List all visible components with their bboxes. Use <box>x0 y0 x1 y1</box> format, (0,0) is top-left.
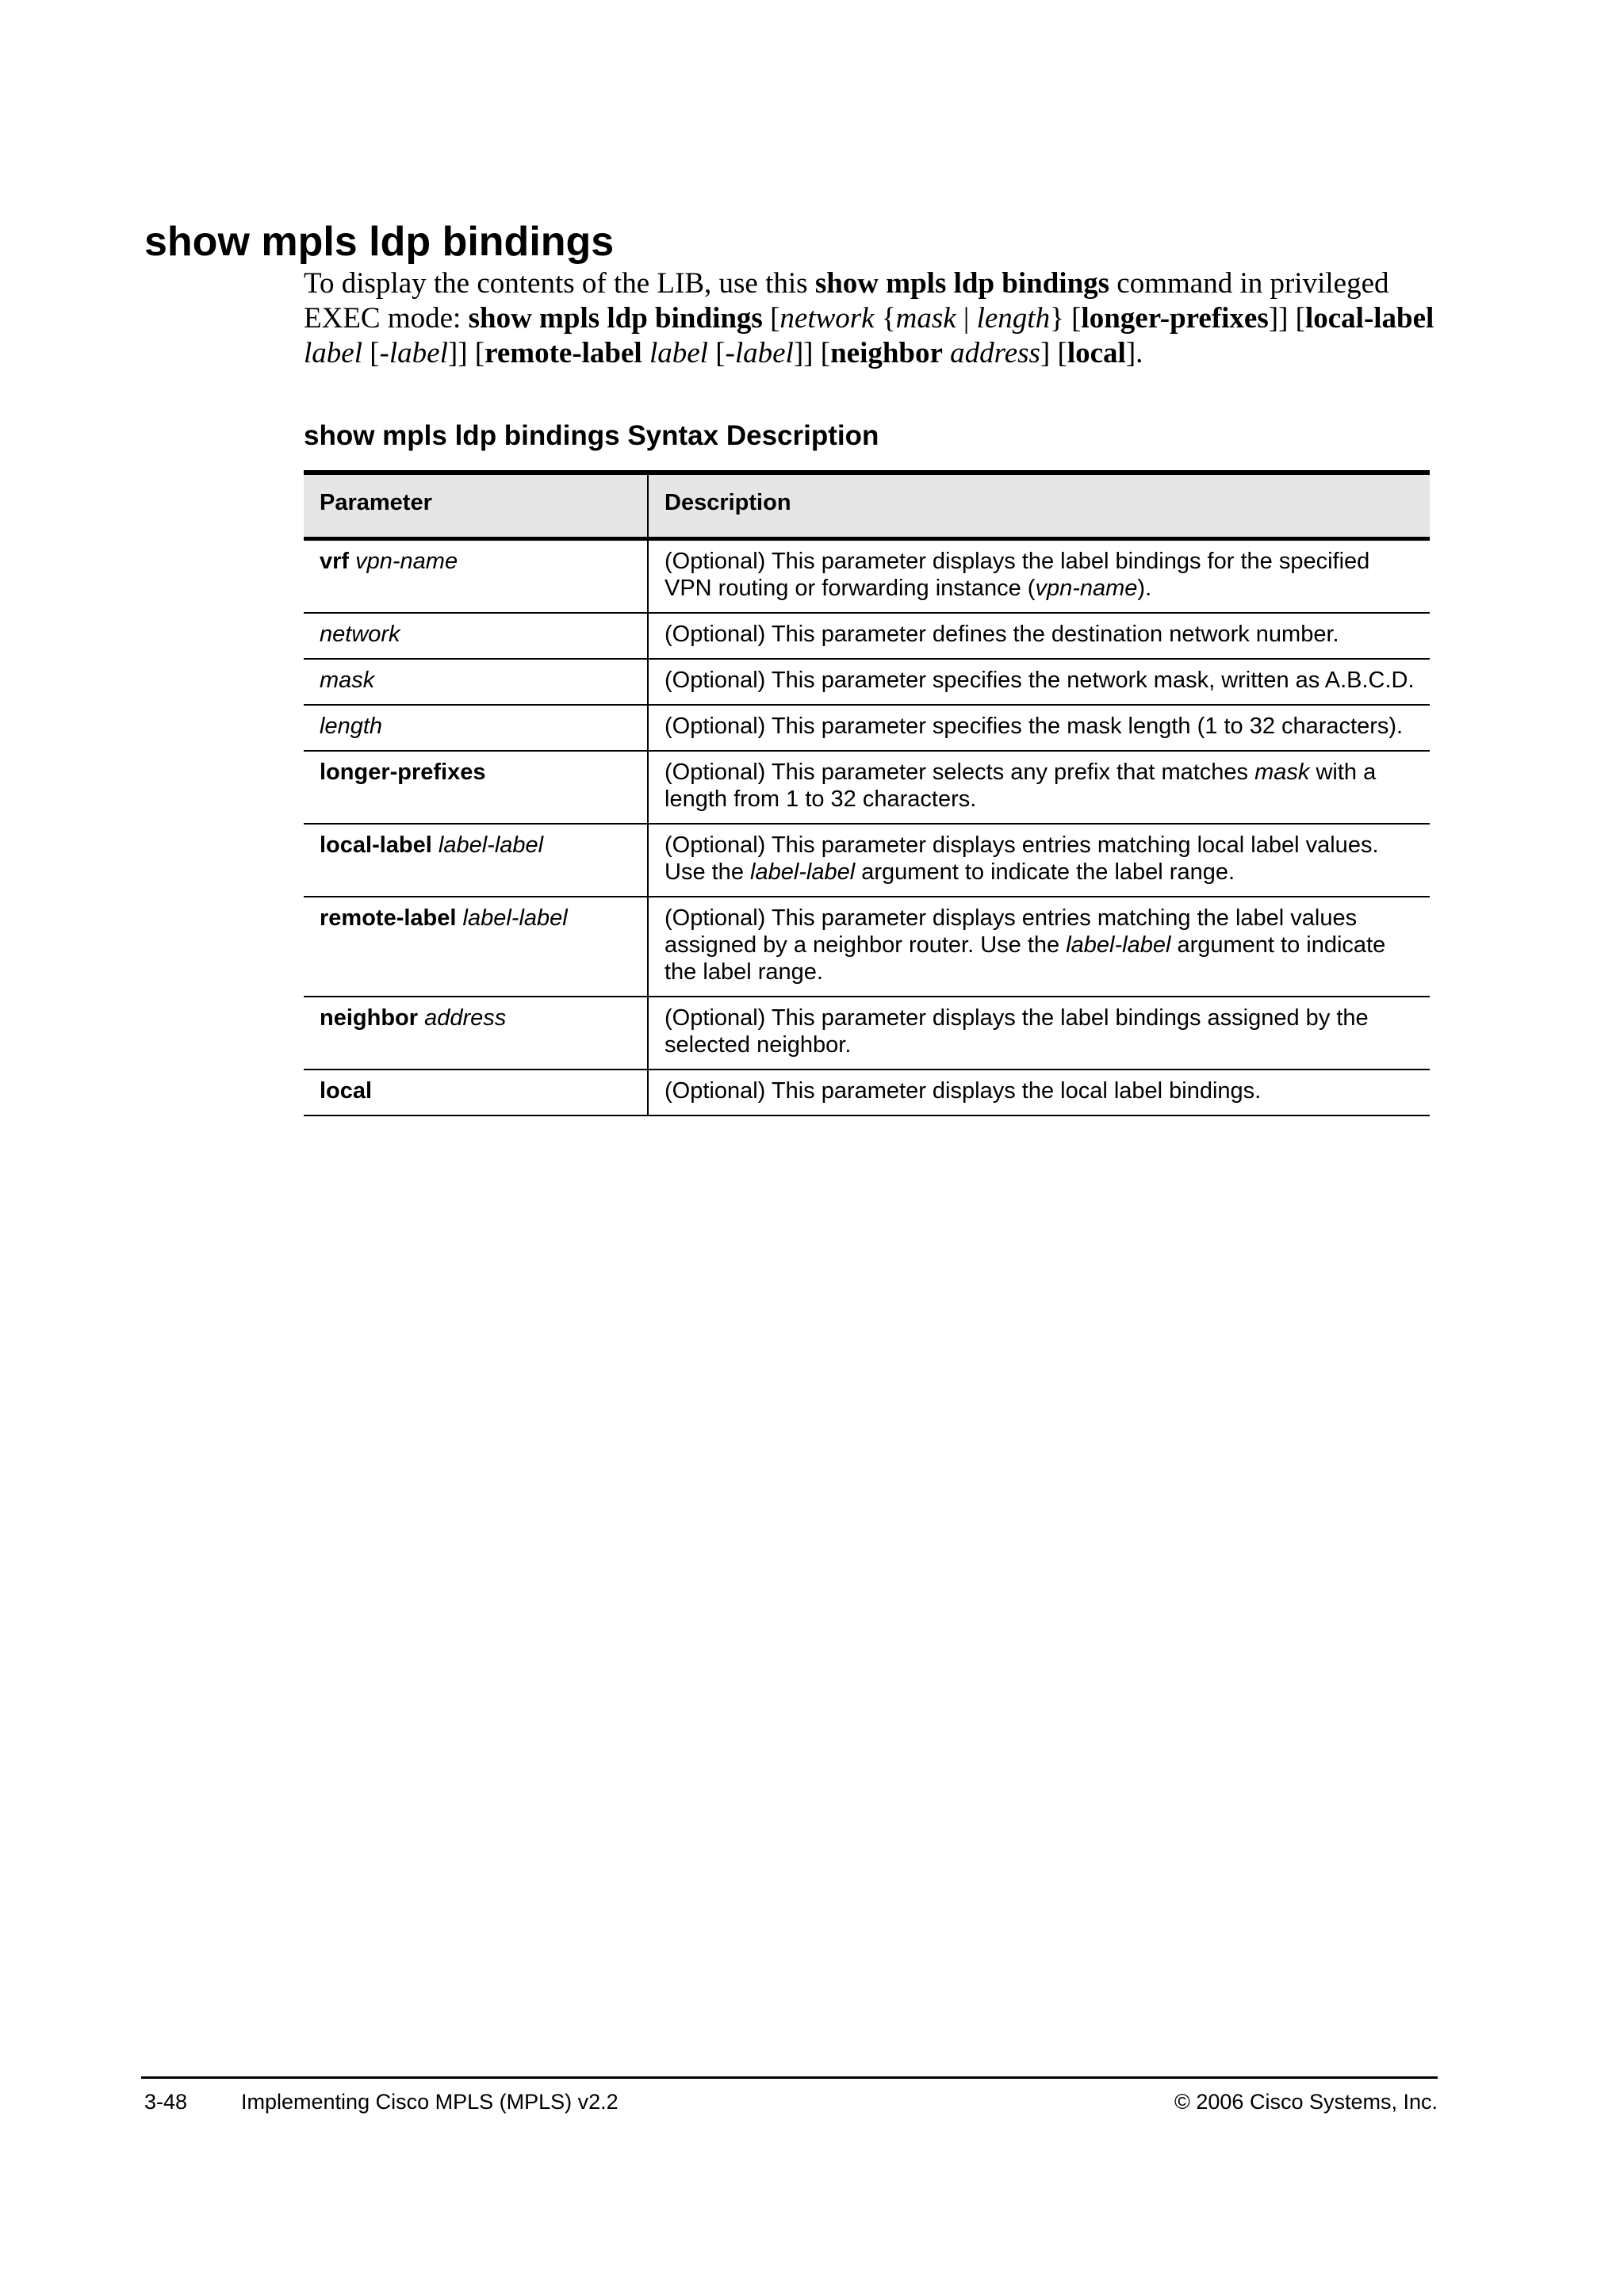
description-text: (Optional) This parameter defines the destination network number. <box>665 622 1339 647</box>
description-text: ). <box>1137 576 1152 601</box>
description-text: (Optional) This parameter displays the local label bindings. <box>665 1078 1262 1104</box>
description-text: argument to indicate the label range. <box>855 859 1235 885</box>
intro-text: [- <box>362 337 389 369</box>
description-text: argument to indicate the label range. <box>665 932 1386 985</box>
parameter-cell <box>304 897 648 997</box>
intro-argument: label <box>389 337 448 369</box>
intro-argument: length <box>976 302 1051 335</box>
intro-command: show mpls ldp bindings <box>468 302 763 335</box>
intro-text: [ <box>762 302 780 335</box>
table-row <box>304 997 1430 1070</box>
intro-keyword: local-label <box>1304 302 1434 335</box>
parameter-cell <box>304 751 648 824</box>
intro-keyword: remote-label <box>485 337 642 369</box>
intro-argument: mask <box>895 302 956 335</box>
parameter-cell <box>304 1070 648 1115</box>
description-cell <box>648 997 1430 1070</box>
intro-argument: address <box>950 337 1040 369</box>
parameter-cell <box>304 659 648 705</box>
parameter-cell <box>304 613 648 659</box>
intro-text: To display the contents of the LIB, use this <box>304 267 815 300</box>
intro-keyword: longer-prefixes <box>1081 302 1269 335</box>
parameter-separator <box>349 549 355 574</box>
footer-divider <box>141 2076 1438 2079</box>
intro-argument: label <box>734 337 794 369</box>
syntax-description-table <box>304 470 1430 1116</box>
parameter-cell <box>304 539 648 614</box>
description-text: (Optional) This parameter specifies the mask length (1 to 32 characters). <box>665 714 1404 739</box>
column-header-description: Description <box>665 490 791 515</box>
parameter-separator <box>432 832 439 858</box>
intro-text: [- <box>707 337 735 369</box>
description-text: with a length from 1 to 32 characters. <box>665 760 1377 812</box>
description-text: (Optional) This parameter displays entries matching local label values. Use the <box>665 832 1379 885</box>
description-argument: label-label <box>1066 932 1171 958</box>
parameter-argument: mask <box>320 668 375 693</box>
description-cell <box>648 705 1430 751</box>
table-row <box>304 824 1430 897</box>
table-row <box>304 539 1430 614</box>
description-argument: mask <box>1254 760 1310 785</box>
description-cell <box>648 659 1430 705</box>
description-cell <box>648 897 1430 997</box>
description-cell <box>648 613 1430 659</box>
intro-keyword: local <box>1067 337 1126 369</box>
table-row <box>304 705 1430 751</box>
parameter-argument: length <box>320 714 383 739</box>
intro-text <box>943 337 950 369</box>
intro-text <box>642 337 649 369</box>
parameter-keyword: vrf <box>320 549 350 574</box>
intro-text: | <box>956 302 977 335</box>
description-text: (Optional) This parameter displays entries matching the label values assigned by a neighbor router. Use the <box>665 905 1358 958</box>
parameter-argument: vpn-name <box>355 549 458 574</box>
table-row <box>304 613 1430 659</box>
intro-argument: label <box>304 337 362 369</box>
intro-argument: label <box>649 337 708 369</box>
description-text: (Optional) This parameter displays the label bindings for the specified VPN routing or forwarding instance ( <box>665 549 1370 601</box>
intro-text: ]] [ <box>1268 302 1305 335</box>
intro-text: ]] [ <box>447 337 485 369</box>
intro-text: ]. <box>1125 337 1143 369</box>
parameter-separator <box>418 1005 424 1031</box>
table-row <box>304 897 1430 997</box>
intro-text: ]] [ <box>793 337 831 369</box>
table-header-row <box>304 473 1430 539</box>
intro-paragraph <box>304 266 1446 371</box>
page-title: show mpls ldp bindings <box>144 219 615 265</box>
parameter-argument: address <box>424 1005 507 1031</box>
parameter-keyword: remote-label <box>320 905 457 931</box>
footer-course-title: Implementing Cisco MPLS (MPLS) v2.2 <box>241 2090 619 2114</box>
description-cell <box>648 1070 1430 1115</box>
parameter-keyword: local-label <box>320 832 432 858</box>
description-argument: label-label <box>750 859 856 885</box>
description-text: (Optional) This parameter specifies the network mask, written as A.B.C.D. <box>665 668 1415 693</box>
parameter-separator <box>456 905 462 931</box>
description-text: (Optional) This parameter selects any prefix that matches <box>665 760 1255 785</box>
intro-text: ] [ <box>1040 337 1067 369</box>
footer-copyright: © 2006 Cisco Systems, Inc. <box>1174 2090 1438 2114</box>
intro-argument: network <box>779 302 875 335</box>
parameter-cell <box>304 997 648 1070</box>
parameter-keyword: local <box>320 1078 373 1104</box>
intro-text: } [ <box>1050 302 1082 335</box>
intro-command: show mpls ldp bindings <box>814 267 1110 300</box>
intro-text: command in privileged EXEC mode: <box>304 267 1389 335</box>
intro-text: { <box>874 302 896 335</box>
description-argument: vpn-name <box>1035 576 1138 601</box>
parameter-keyword: neighbor <box>320 1005 419 1031</box>
parameter-cell <box>304 824 648 897</box>
table-caption: show mpls ldp bindings Syntax Description <box>304 420 879 451</box>
parameter-argument: label-label <box>438 832 544 858</box>
description-cell <box>648 824 1430 897</box>
description-text: (Optional) This parameter displays the label bindings assigned by the selected neighbor. <box>665 1005 1369 1058</box>
table-row <box>304 1070 1430 1115</box>
parameter-keyword: longer-prefixes <box>320 760 486 785</box>
parameter-argument: label-label <box>462 905 568 931</box>
table-row <box>304 659 1430 705</box>
parameter-argument: network <box>320 622 400 647</box>
intro-keyword: neighbor <box>830 337 943 369</box>
table-row <box>304 751 1430 824</box>
footer-page-number: 3-48 <box>144 2090 188 2114</box>
description-cell <box>648 751 1430 824</box>
description-cell <box>648 539 1430 614</box>
column-header-parameter: Parameter <box>304 473 648 539</box>
parameter-cell <box>304 705 648 751</box>
